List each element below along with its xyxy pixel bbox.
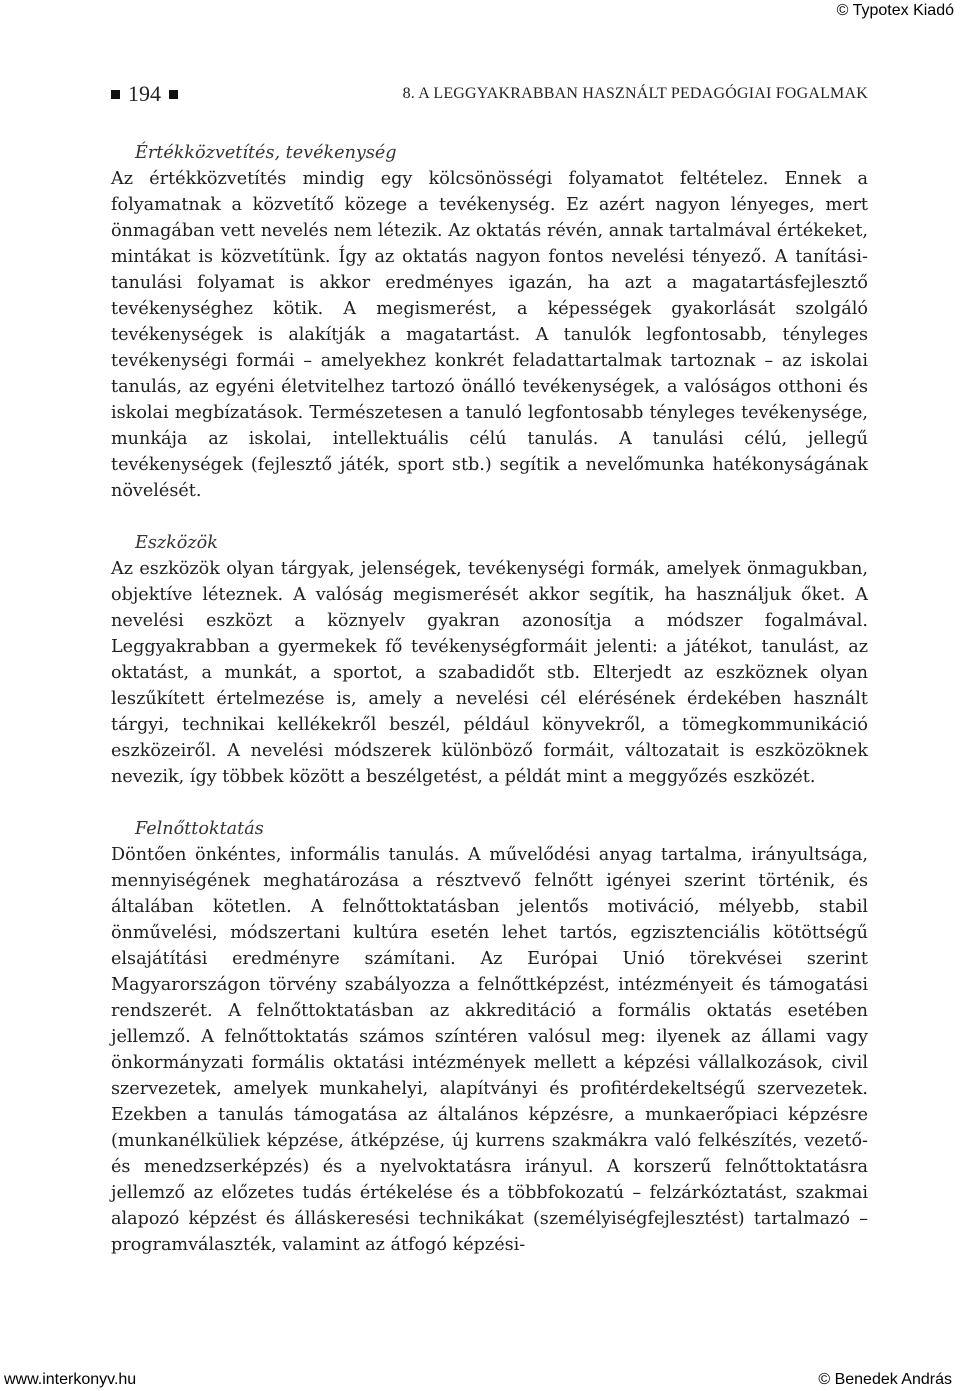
square-bullet-icon bbox=[111, 90, 120, 99]
section-heading: Értékközvetítés, tevékenység bbox=[135, 143, 397, 163]
section-heading: Felnőttoktatás bbox=[135, 819, 264, 839]
publisher-copyright: © Typotex Kiadó bbox=[836, 2, 954, 19]
section-heading: Eszközök bbox=[135, 533, 218, 553]
section-paragraph: Az eszközök olyan tárgyak, jelenségek, tevékenységi formák, amelyek önmagukban, objektíve léteznek. A valóság megismerését akkor segítik, ha használjuk őket. A nevelési eszközt a köznyelv gyakran azonosítja a módszer fogalmával. Leggyakrabban a gyermekek fő tevékenységformáit jelenti: a játékot, tanulást, az oktatást, a munkát, a sportot, a szabadidőt stb. Elterjedt az eszköznek olyan leszűkített értelmezése is, amely a nevelési cél elérésének érdekében használt tárgyi, technikai kellékekről beszél, például könyvekről, a tömegkommunikáció eszközeiről. A nevelési módszerek különböző formáit, változatait is eszközöknek nevezik, így többek között a beszélgetést, a példát mint a meggyőzés eszközét. bbox=[111, 559, 868, 787]
page-number-block bbox=[111, 80, 178, 108]
section-ertekkozvetites bbox=[111, 140, 868, 504]
square-bullet-icon bbox=[169, 90, 178, 99]
page-body bbox=[111, 140, 868, 1258]
section-paragraph: Döntően önkéntes, informális tanulás. A művelődési anyag tartalma, irányultsága, mennyiségének meghatározása a résztvevő felnőtt igényei szerint történik, és általában kötetlen. A felnőttoktatásban jelentős motiváció, mélyebb, stabil önművelési, módszertani kultúra esetén lehet tartós, egzisztenciális kötöttségű elsajátítási eredményre számítani. Az Európai Unió törekvései szerint Magyarországon törvény szabályozza a felnőttképzést, intézményeit és támogatási rendszerét. A felnőttoktatásban az akkreditáció a formális oktatás esetében jellemző. A felnőttoktatás számos színtéren valósul meg: ilyenek az állami vagy önkormányzati formális oktatási intézmények mellett a képzési vállalkozások, civil szervezetek, amelyek munkahelyi, alapítványi és profitérdekeltségű szervezetek. Ezekben a tanulás támogatása az általános képzésre, a munkaerőpiaci képzésre (munkanélküliek képzése, átképzése, új kurrens szakmákra való felkészítés, vezető- és menedzserképzés) és a nyelvoktatásra irányul. A korszerű felnőttoktatásra jellemző az előzetes tudás értékelése és a többfokozatú – felzárkóztatást, szakmai alapozó képzést és álláskeresési technikákat (személyiségfejlesztést) tartalmazó – programválaszték, valamint az átfogó képzési- bbox=[111, 845, 868, 1255]
website-link[interactable]: www.interkonyv.hu bbox=[4, 1371, 137, 1388]
page-number: 194 bbox=[128, 81, 161, 106]
section-felnottoktatas bbox=[111, 816, 868, 1258]
running-head bbox=[111, 80, 868, 108]
chapter-title: 8. A LEGGYAKRABBAN HASZNÁLT PEDAGÓGIAI FOGALMAK bbox=[402, 85, 868, 102]
section-eszkozok bbox=[111, 530, 868, 790]
author-copyright: © Benedek András bbox=[818, 1371, 952, 1388]
section-paragraph: Az értékközvetítés mindig egy kölcsönösségi folyamatot feltételez. Ennek a folyamatnak a közvetítő közege a tevékenység. Ez azért nagyon lényeges, mert önmagában vett nevelés nem létezik. Az oktatás révén, annak tartalmával értékeket, mintákat is közvetítünk. Így az oktatás nagyon fontos nevelési tényező. A tanítási-tanulási folyamat is akkor eredményes igazán, ha azt a magatartásfejlesztő tevékenységhez kötik. A megismerést, a képességek gyakorlását szolgáló tevékenységek is alakítják a magatartást. A tanulók legfontosabb, tényleges tevékenységi formái – amelyekhez konkrét feladattartalmak tartoznak – az iskolai tanulás, az egyéni életvitelhez tartozó önálló tevékenységek, a valóságos otthoni és iskolai megbízatások. Természetesen a tanuló legfontosabb tényleges tevékenysége, munkája az iskolai, intellektuális célú tanulás. A tanulási célú, jellegű tevékenységek (fejlesztő játék, sport stb.) segítik a nevelőmunka hatékonyságának növelését. bbox=[111, 169, 868, 501]
